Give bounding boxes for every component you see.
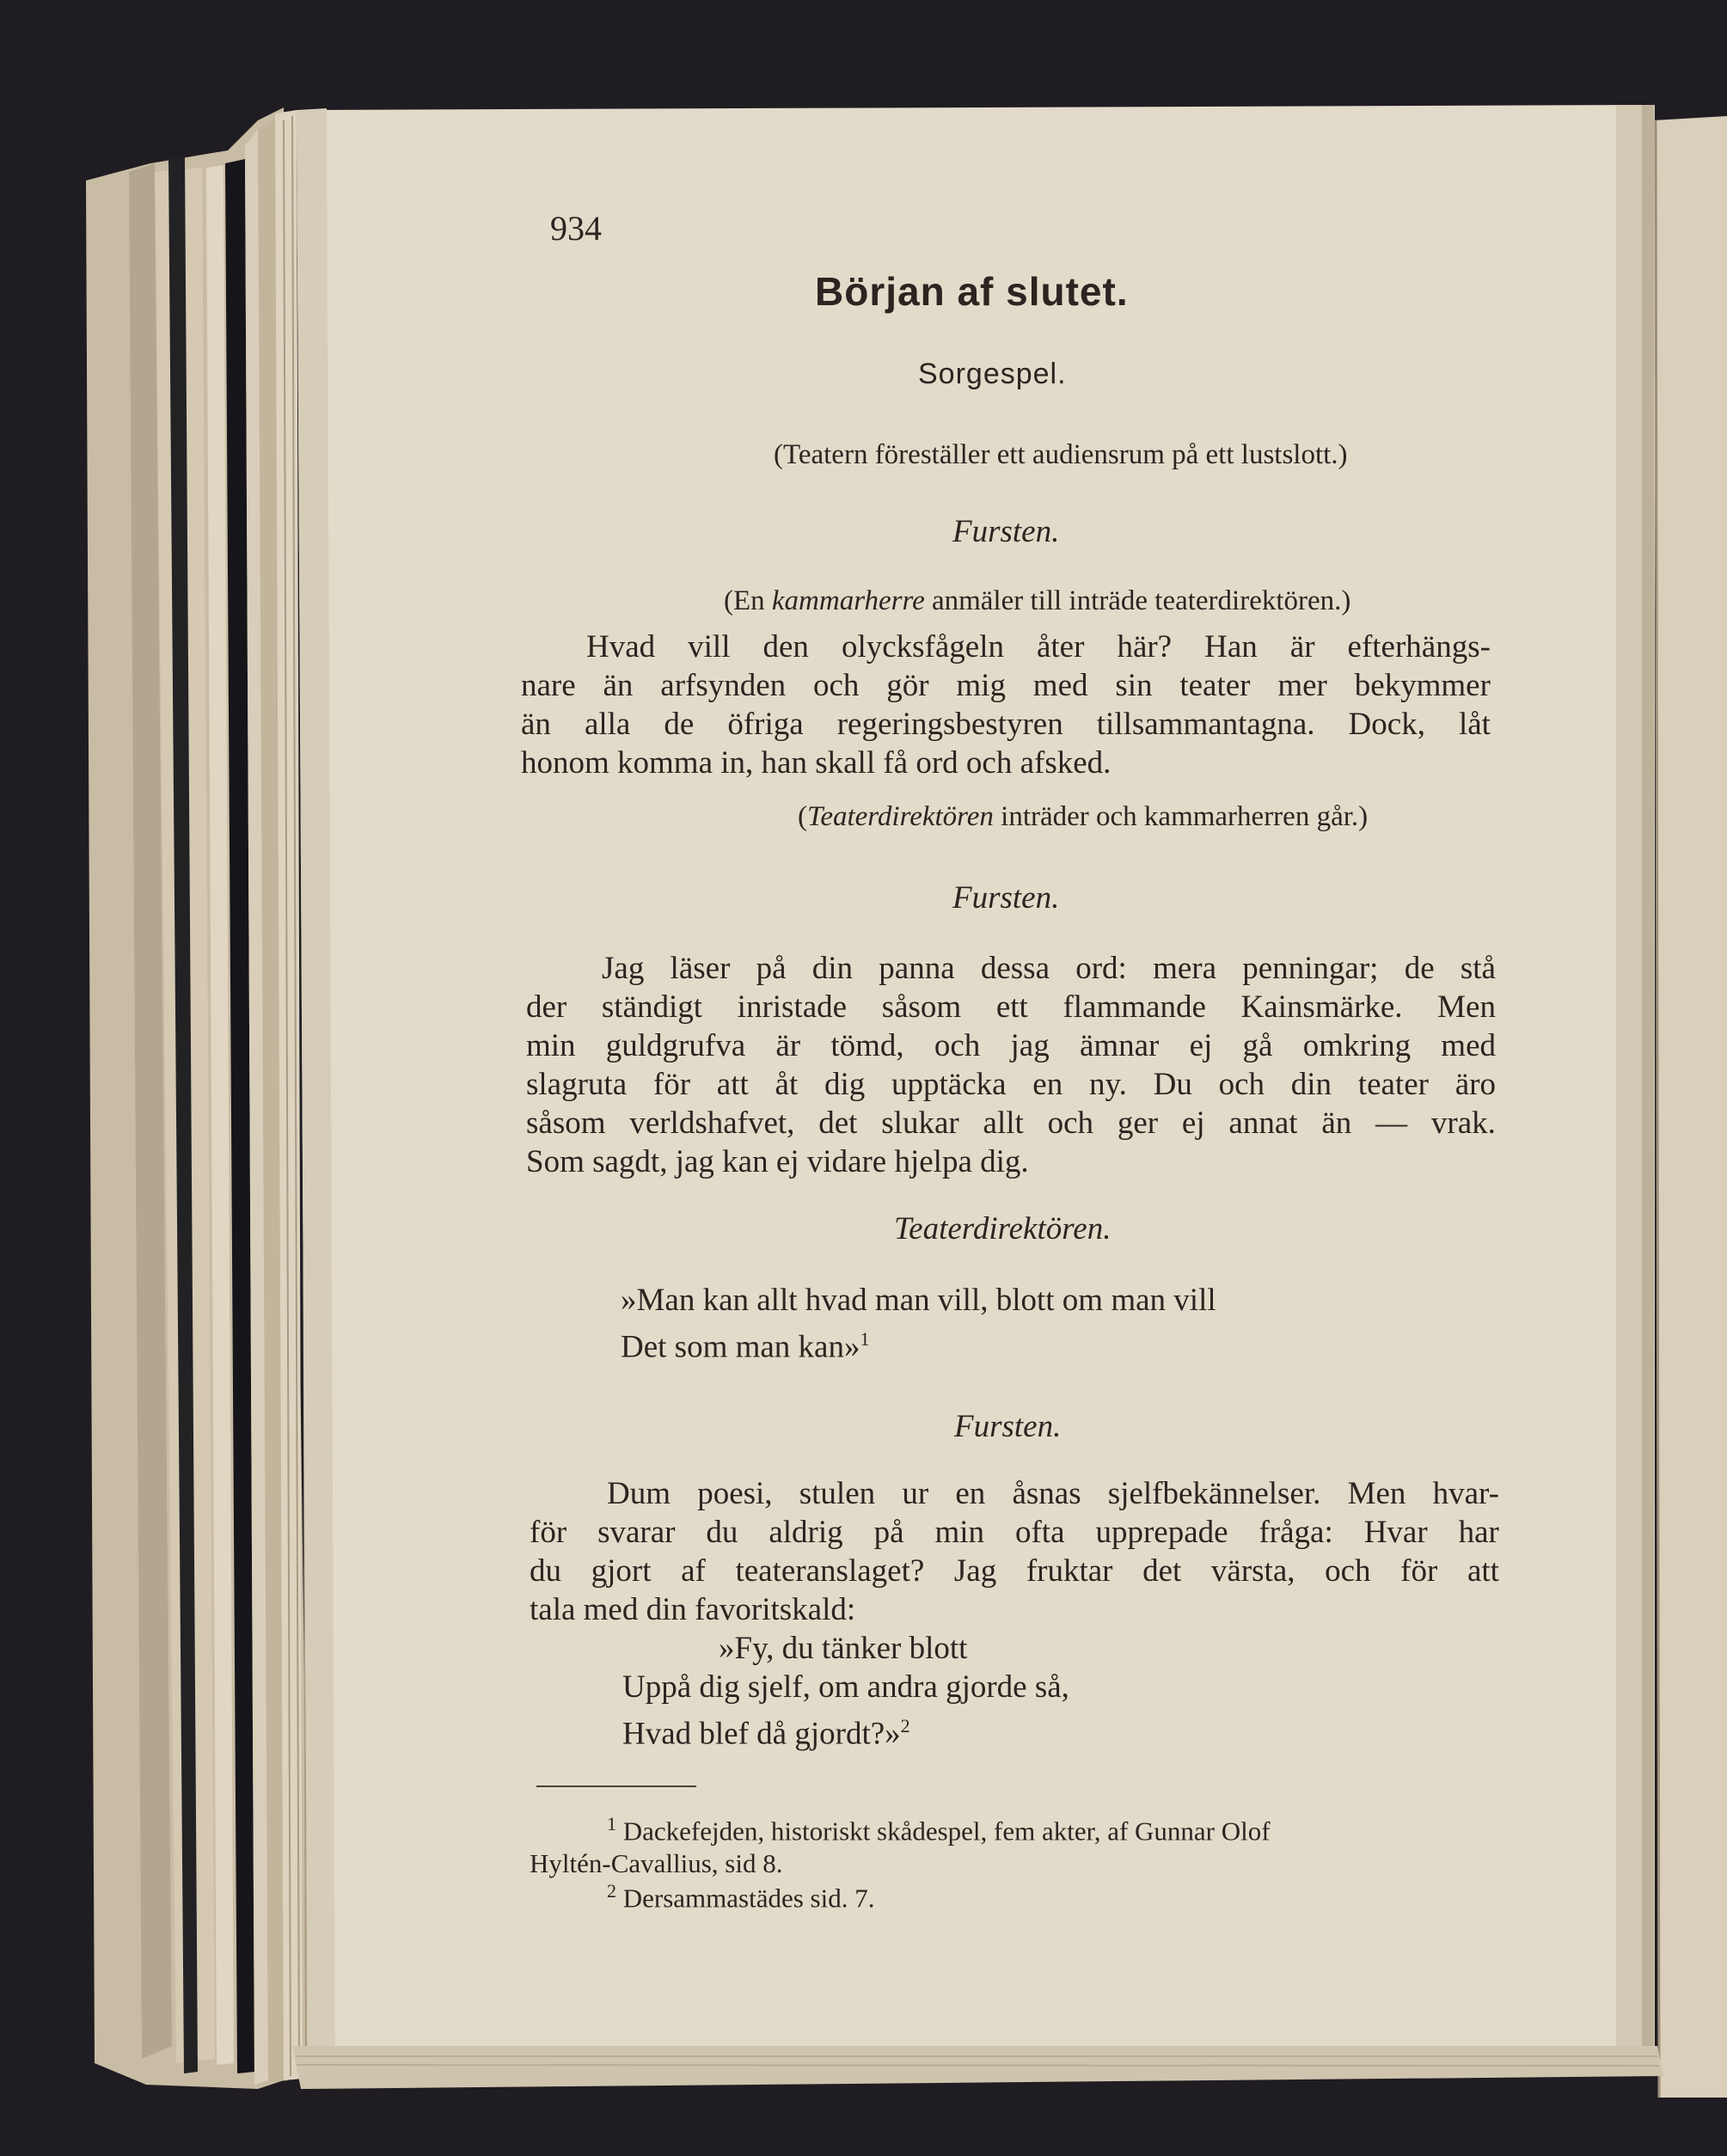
word: olycksfågeln [841, 629, 1004, 665]
word: är [775, 1028, 801, 1063]
word: min [526, 1028, 576, 1063]
word: min [934, 1515, 985, 1550]
stage-direction-close: anmäler till inträde teaterdirektören.) [931, 585, 1351, 616]
word: för [530, 1515, 567, 1550]
word: upprepade [1095, 1515, 1228, 1550]
paragraph-line [526, 1026, 1496, 1065]
word: det [1142, 1553, 1182, 1589]
paragraph-line [521, 705, 1491, 744]
dialogue-paragraph-2 [526, 949, 1496, 1181]
word: verldshafvet, [629, 1106, 795, 1141]
word: nare [521, 668, 576, 703]
word: arfsynden [660, 668, 787, 703]
word: här? [1117, 629, 1173, 665]
dialogue-paragraph-3 [530, 1474, 1499, 1629]
stage-direction-setting: (Teatern föreställer ett audiensrum på ett lustslott.) [774, 439, 1348, 470]
word: är [1289, 629, 1315, 665]
verse-line [621, 1320, 1216, 1366]
stage-direction-chamberlain [724, 585, 1350, 617]
word: ständigt [601, 989, 703, 1025]
word: din [1290, 1067, 1332, 1102]
word: jag [1010, 1028, 1050, 1063]
word: Men [1437, 989, 1496, 1025]
word: ett [995, 989, 1028, 1025]
word: än [521, 707, 551, 742]
word: gör [886, 668, 929, 703]
word: teateranslaget? [735, 1553, 925, 1589]
stage-direction-close: inträder och kammarherren går.) [1001, 801, 1369, 832]
word: åter [1036, 629, 1085, 665]
word: än [603, 668, 634, 703]
word: bekymmer [1354, 668, 1491, 703]
word: mer [1277, 668, 1327, 703]
paragraph-line: honom komma in, han skall få ord och afsked. [521, 745, 1112, 781]
word: Dum [607, 1476, 671, 1511]
word: öfriga [727, 707, 804, 742]
stage-direction-italic: kammarherre [771, 585, 925, 616]
verse-text: Hvad blef då gjordt?» [622, 1716, 901, 1752]
word: och [812, 668, 860, 703]
word: vill [688, 629, 731, 665]
word: en [955, 1476, 986, 1511]
speaker-name: Fursten. [952, 514, 1060, 549]
footnote-1 [530, 1808, 1499, 1880]
word: och [934, 1028, 981, 1063]
paragraph-line [530, 1474, 1499, 1513]
word: annat [1228, 1106, 1298, 1141]
word: ej [1189, 1028, 1213, 1063]
word: mig [956, 668, 1006, 703]
footnote-ref: 2 [900, 1715, 910, 1736]
word: sjelfbekännelser. [1107, 1476, 1321, 1511]
footnote-2 [607, 1875, 874, 1914]
paragraph-line [526, 1104, 1496, 1142]
word: värsta, [1210, 1553, 1295, 1589]
word: poesi, [697, 1476, 773, 1511]
word: ej [1181, 1106, 1205, 1141]
word: stå [1460, 951, 1496, 986]
word: de [1404, 951, 1435, 986]
stage-direction-italic: Teaterdirektören [807, 801, 994, 832]
word: Hvad [586, 629, 656, 665]
word: — [1375, 1106, 1408, 1141]
word: en [1032, 1067, 1063, 1102]
word: på [873, 1515, 904, 1550]
word: Du [1153, 1067, 1192, 1102]
word: åt [775, 1067, 799, 1102]
paragraph-line [526, 949, 1496, 988]
word: det [818, 1106, 858, 1141]
word: har [1458, 1515, 1499, 1550]
word: panna [879, 951, 955, 986]
word: aldrig [769, 1515, 843, 1550]
play-title: Början af slutet. [815, 269, 1129, 314]
verse-line [622, 1706, 1069, 1753]
speaker-name: Fursten. [954, 1409, 1062, 1444]
word: ger [1117, 1106, 1159, 1141]
word: Han [1204, 629, 1258, 665]
word: ord: [1075, 951, 1127, 986]
footnote-mark: 2 [607, 1880, 616, 1902]
verse-line: »Fy, du tänker blott [719, 1631, 968, 1666]
word: din [811, 951, 854, 986]
word: än [1321, 1106, 1352, 1141]
word: upptäcka [891, 1067, 1007, 1102]
word: åsnas [1012, 1476, 1081, 1511]
footnote-body: Dackefejden, historiskt skådespel, fem akter, af Gunnar Olof [622, 1816, 1271, 1847]
word: du [706, 1515, 738, 1550]
paragraph-line: Som sagdt, jag kan ej vidare hjelpa dig. [526, 1144, 1029, 1179]
word: penningar; [1242, 951, 1379, 986]
word: på [756, 951, 787, 986]
word: fråga: [1259, 1515, 1333, 1550]
word: guldgrufva [605, 1028, 746, 1063]
word: fruktar [1026, 1553, 1113, 1589]
stage-direction-entrance [798, 801, 1368, 833]
paragraph-line [526, 1065, 1496, 1104]
word: för [652, 1067, 691, 1102]
footnote-mark: 1 [607, 1813, 616, 1834]
footnote-body: Dersammastädes sid. 7. [622, 1883, 875, 1914]
paragraph-line [521, 666, 1491, 705]
word: såsom [526, 1106, 606, 1141]
footnote-line: Hyltén-Cavallius, sid 8. [530, 1848, 783, 1879]
word: mera [1153, 951, 1217, 986]
word: för [1400, 1553, 1438, 1589]
verse-line: Uppå dig sjelf, om andra gjorde så, [622, 1669, 1069, 1705]
word: hvar- [1432, 1476, 1499, 1511]
word: teater [1357, 1067, 1429, 1102]
dialogue-paragraph-1 [521, 628, 1491, 782]
word: och [1325, 1553, 1371, 1589]
word: de [664, 707, 695, 742]
paragraph-line: tala med din favoritskald: [530, 1592, 856, 1627]
word: ämnar [1079, 1028, 1160, 1063]
verse-text: Det som man kan» [621, 1329, 860, 1365]
word: Men [1347, 1476, 1406, 1511]
word: gå [1242, 1028, 1273, 1063]
word: ofta [1014, 1515, 1065, 1550]
word: omkring [1302, 1028, 1412, 1063]
word: låt [1458, 707, 1491, 742]
page-number: 934 [550, 209, 602, 248]
word: sin [1115, 668, 1153, 703]
word: med [1441, 1028, 1496, 1063]
verse-quote-2 [622, 1629, 1069, 1753]
word: äro [1454, 1067, 1496, 1102]
stage-direction-open: ( [798, 801, 807, 832]
word: att [1467, 1553, 1499, 1589]
paragraph-line [526, 988, 1496, 1026]
word: dessa [980, 951, 1050, 986]
paragraph-line [521, 628, 1491, 666]
word: alla [584, 707, 631, 742]
word: teater [1179, 668, 1251, 703]
word: flammande [1063, 989, 1206, 1025]
word: med [1032, 668, 1088, 703]
footnote-text [607, 1808, 1271, 1847]
word: läser [670, 951, 731, 986]
footnote-ref: 1 [860, 1328, 870, 1350]
word: och [1218, 1067, 1265, 1102]
word: såsom [881, 989, 962, 1025]
verse-line: »Man kan allt hvad man vill, blott om man vill [621, 1283, 1216, 1318]
word: och [1047, 1106, 1094, 1141]
word: ur [902, 1476, 929, 1511]
word: inristade [737, 989, 848, 1025]
word: vrak. [1430, 1106, 1496, 1141]
word: slukar [881, 1106, 959, 1141]
word: du [530, 1553, 561, 1589]
word: Kainsmärke. [1240, 989, 1403, 1025]
word: der [526, 989, 567, 1025]
word: Jag [953, 1553, 997, 1589]
paragraph-line [530, 1513, 1499, 1552]
word: tillsammantagna. [1096, 707, 1315, 742]
word: Hvar [1363, 1515, 1428, 1550]
footnote-line [530, 1808, 1499, 1847]
word: stulen [799, 1476, 876, 1511]
word: slagruta [526, 1067, 628, 1102]
word: svarar [597, 1515, 676, 1550]
word: att [716, 1067, 749, 1102]
word: gjort [591, 1553, 652, 1589]
word: dig [824, 1067, 866, 1102]
paragraph-line [530, 1552, 1499, 1590]
word: Dock, [1348, 707, 1425, 742]
word: efterhängs- [1347, 629, 1491, 665]
speaker-name: Teaterdirektören. [894, 1211, 1112, 1246]
speaker-name: Fursten. [952, 880, 1060, 916]
stage-direction-open: (En [724, 585, 765, 616]
word: af [681, 1553, 706, 1589]
word: ny. [1088, 1067, 1127, 1102]
word: Jag [602, 951, 645, 986]
verse-quote-1 [621, 1281, 1216, 1366]
word: den [762, 629, 809, 665]
word: tömd, [830, 1028, 904, 1063]
word: regeringsbestyren [836, 707, 1063, 742]
play-subtitle: Sorgespel. [918, 358, 1067, 390]
word: allt [983, 1106, 1024, 1141]
